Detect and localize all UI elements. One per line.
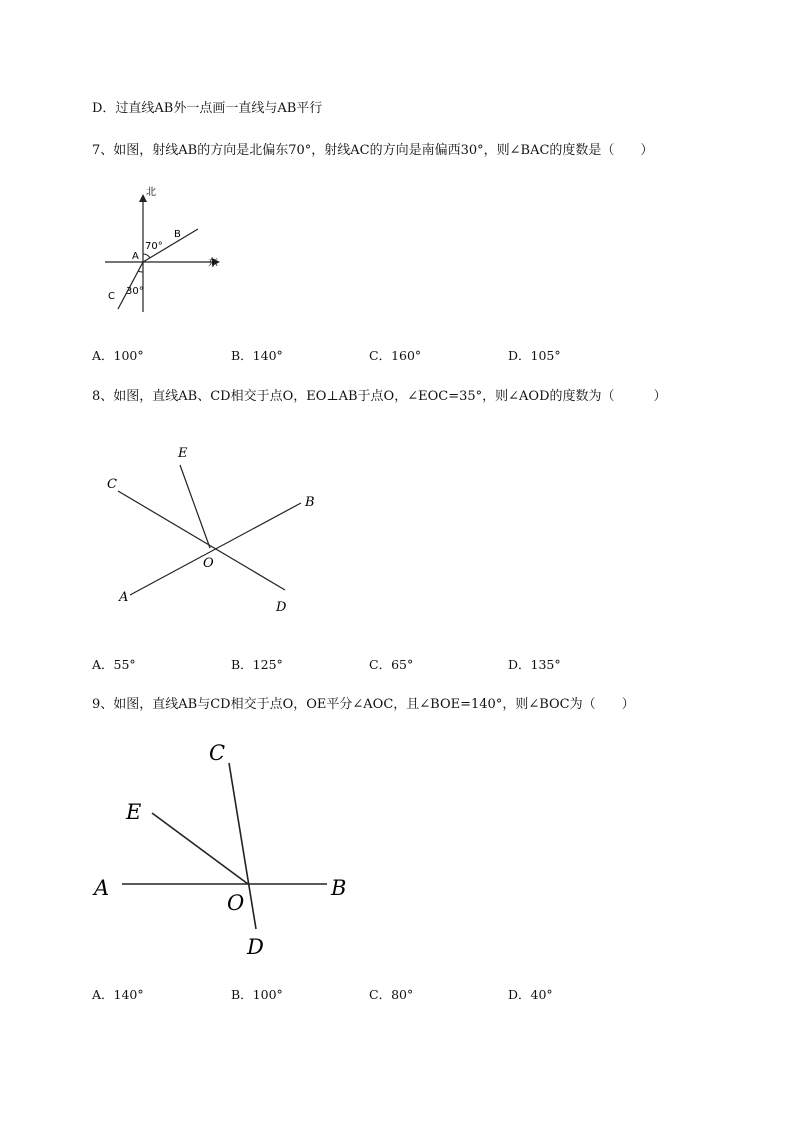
q9-option-a[interactable]: A．140° <box>92 987 144 1002</box>
question-9-text: 9、如图，直线AB与CD相交于点O，OE平分∠AOC，且∠BOE=140°，则∠BOC为（ ） <box>92 697 635 712</box>
q7-angle-70-label: 70° <box>145 241 163 252</box>
q8-line-cd <box>118 491 285 590</box>
q9-option-b[interactable]: B．100° <box>231 987 283 1002</box>
q9-point-c-label: C <box>209 741 226 765</box>
q7-options <box>92 346 692 364</box>
q7-option-b[interactable]: B．140° <box>231 348 283 363</box>
q9-point-d-label: D <box>247 935 264 959</box>
q8-point-a-label: A <box>119 590 129 605</box>
q8-option-d[interactable]: D．135° <box>508 657 561 672</box>
question-7-text: 7、如图，射线AB的方向是北偏东70°，射线AC的方向是南偏西30°，则∠BAC的度数是（ ） <box>92 143 654 158</box>
q7-north-label: 北 <box>146 187 156 198</box>
q8-option-c[interactable]: C．65° <box>369 657 414 672</box>
q9-point-b-label: B <box>331 876 347 900</box>
q8-point-e-label: E <box>178 446 188 461</box>
option-d-previous-question: D．过直线AB外一点画一直线与AB平行 <box>92 101 323 116</box>
q8-point-b-label: B <box>305 495 315 510</box>
q8-option-b[interactable]: B．125° <box>231 657 283 672</box>
q7-option-a[interactable]: A．100° <box>92 348 144 363</box>
q9-option-d[interactable]: D．40° <box>508 987 553 1002</box>
q8-point-d-label: D <box>276 600 287 615</box>
q9-point-e-label: E <box>126 800 142 824</box>
q8-point-o-label: O <box>203 556 214 571</box>
q7-arc-70 <box>143 254 150 258</box>
question-8-text: 8、如图，直线AB、CD相交于点O，EO⊥AB于点O，∠EOC=35°，则∠AOD的度数为（ ） <box>92 389 667 404</box>
q7-point-c-label: C <box>108 291 115 302</box>
q9-option-c[interactable]: C．80° <box>369 987 414 1002</box>
q7-point-a-label: A <box>132 251 139 262</box>
q7-angle-30-label: 30° <box>126 286 144 297</box>
q9-point-a-label: A <box>94 876 110 900</box>
q7-east-label: 东 <box>208 258 218 269</box>
q7-option-d[interactable]: D．105° <box>508 348 561 363</box>
q7-point-b-label: B <box>174 229 181 240</box>
q9-lines-figure <box>90 735 360 965</box>
q8-lines-figure <box>100 440 330 620</box>
q9-ray-oe <box>152 813 248 884</box>
q7-option-c[interactable]: C．160° <box>369 348 422 363</box>
q8-point-c-label: C <box>107 477 117 492</box>
q9-point-o-label: O <box>227 891 245 915</box>
q8-ray-oe <box>180 465 210 548</box>
q9-options <box>92 985 692 1003</box>
q8-options <box>92 655 692 673</box>
q8-option-a[interactable]: A．55° <box>92 657 136 672</box>
q7-direction-figure <box>100 185 230 320</box>
q7-arc-30 <box>138 271 143 272</box>
